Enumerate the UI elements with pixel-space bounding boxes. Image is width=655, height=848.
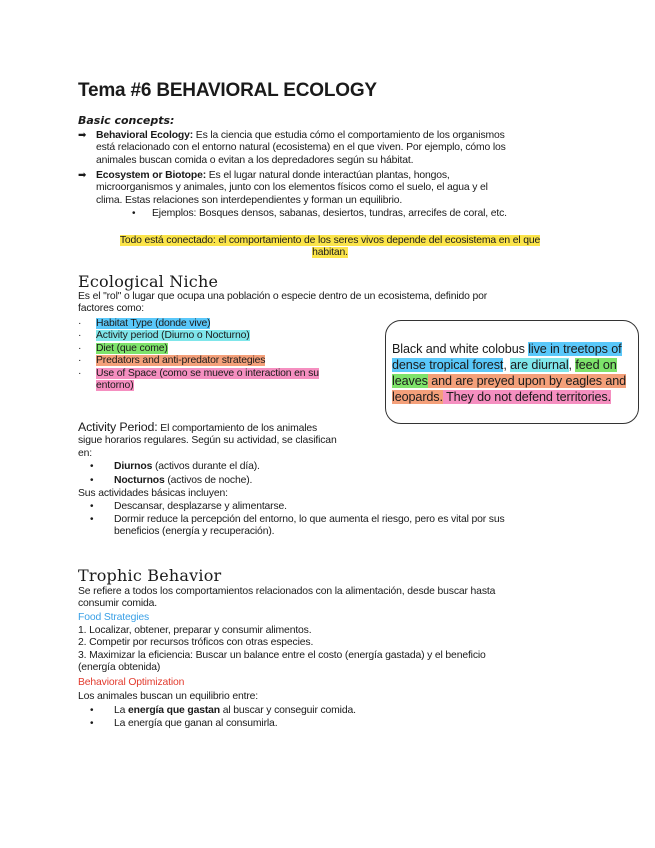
bullet-icon: •: [90, 705, 94, 716]
food-strategies-list: 1. Localizar, obtener, preparar y consumir alimentos. 2. Competir por recursos tróficos con otras especies. 3. Maximizar la eficiencia: Buscar un balance entre el costo (energía gastada) y el beneficio (energía obtenida): [78, 625, 618, 675]
arrow-bullet-icon: ➡: [78, 170, 87, 181]
list-item: 1. Localizar, obtener, preparar y consumir alimentos.: [78, 625, 312, 636]
list-item: · Predators and anti-predator strategies: [78, 355, 266, 367]
bullet-icon: •: [90, 514, 94, 525]
list-item: · Diet (que come): [78, 342, 168, 354]
bullet-icon: •: [90, 501, 94, 512]
activity-bullet: Descansar, desplazarse y alimentarse.: [114, 501, 287, 512]
bullet-icon: •: [132, 208, 136, 219]
basic-item-behavioral-ecology: Behavioral Ecology: Es la ciencia que estudia cómo el comportamiento de los organismos está relacionado con el entorno natural (ecosistema) en el que viven. Por ejemplo, cómo los animales buscan comida o evitan a los depredadores según su hábitat.: [96, 130, 506, 166]
optimization-bullet: La energía que ganan al consumirla.: [114, 718, 278, 729]
list-item: 3. Maximizar la eficiencia: Buscar un balance entre el costo (energía gastada) y el beneficio: [78, 649, 486, 661]
page-title: Tema #6 BEHAVIORAL ECOLOGY: [78, 80, 377, 101]
highlight-note: Todo está conectado: el comportamiento de los seres vivos depende del ecosistema en el que habitan.: [119, 235, 541, 259]
activity-bullet: Dormir reduce la percepción del entorno, lo que aumenta el riesgo, pero es vital por sus beneficios (energía y recuperación).: [114, 514, 505, 538]
arrow-bullet-icon: ➡: [78, 130, 87, 141]
colobus-example-callout: Black and white colobus live in treetops of dense tropical forest, are diurnal, feed on leaves and are preyed upon by eagles and leopards. They do not defend territories.: [385, 320, 639, 424]
term-behavioral-ecology: Behavioral Ecology:: [96, 130, 194, 141]
list-item: 2. Competir por recursos tróficos con otras especies.: [78, 637, 314, 649]
trophic-behavior-heading: Trophic Behavior: [78, 566, 222, 585]
basic-activities-intro: Sus actividades básicas incluyen:: [78, 488, 228, 499]
niche-intro: Es el "rol" o lugar que ocupa una población o especie dentro de un ecosistema, definido por factores como:: [78, 291, 488, 315]
nocturnos-item: Nocturnos (activos de noche).: [114, 475, 253, 486]
term-ecosystem: Ecosystem or Biotope:: [96, 170, 207, 181]
list-item: · Use of Space (como se mueve o interaction en su entorno): [78, 367, 319, 392]
optimization-intro: Los animales buscan un equilibrio entre:: [78, 691, 258, 702]
basic-concepts-heading: Basic concepts:: [78, 114, 175, 127]
list-item: · Habitat Type (donde vive): [78, 318, 211, 329]
activity-period-heading: Activity Period:: [78, 420, 158, 434]
bullet-icon: •: [90, 475, 94, 486]
ecosystem-examples: Ejemplos: Bosques densos, sabanas, desiertos, tundras, arrecifes de coral, etc.: [152, 208, 507, 219]
diurnos-item: Diurnos (activos durante el día).: [114, 461, 260, 472]
bullet-icon: •: [90, 718, 94, 729]
optimization-bullet: La energía que gastan al buscar y conseguir comida.: [114, 705, 356, 716]
activity-period-section: Activity Period: El comportamiento de los animales sigue horarios regulares. Según su actividad, se clasifican en:: [78, 420, 337, 459]
bullet-icon: •: [90, 461, 94, 472]
niche-factor-list: [78, 318, 378, 392]
food-strategies-heading: Food Strategies: [78, 612, 150, 623]
ecological-niche-heading: Ecological Niche: [78, 272, 219, 291]
behavioral-optimization-heading: Behavioral Optimization: [78, 677, 185, 688]
trophic-intro: Se refiere a todos los comportamientos relacionados con la alimentación, desde buscar hasta consumir comida.: [78, 586, 496, 610]
list-item: · Activity period (Diurno o Nocturno): [78, 330, 250, 342]
basic-item-ecosystem: Ecosystem or Biotope: Es el lugar natural donde interactúan plantas, hongos, microorganismos y animales, junto con los elementos físicos como el suelo, el agua y el clima. Estas relaciones son interdependientes y forman un equilibrio.: [96, 170, 488, 206]
